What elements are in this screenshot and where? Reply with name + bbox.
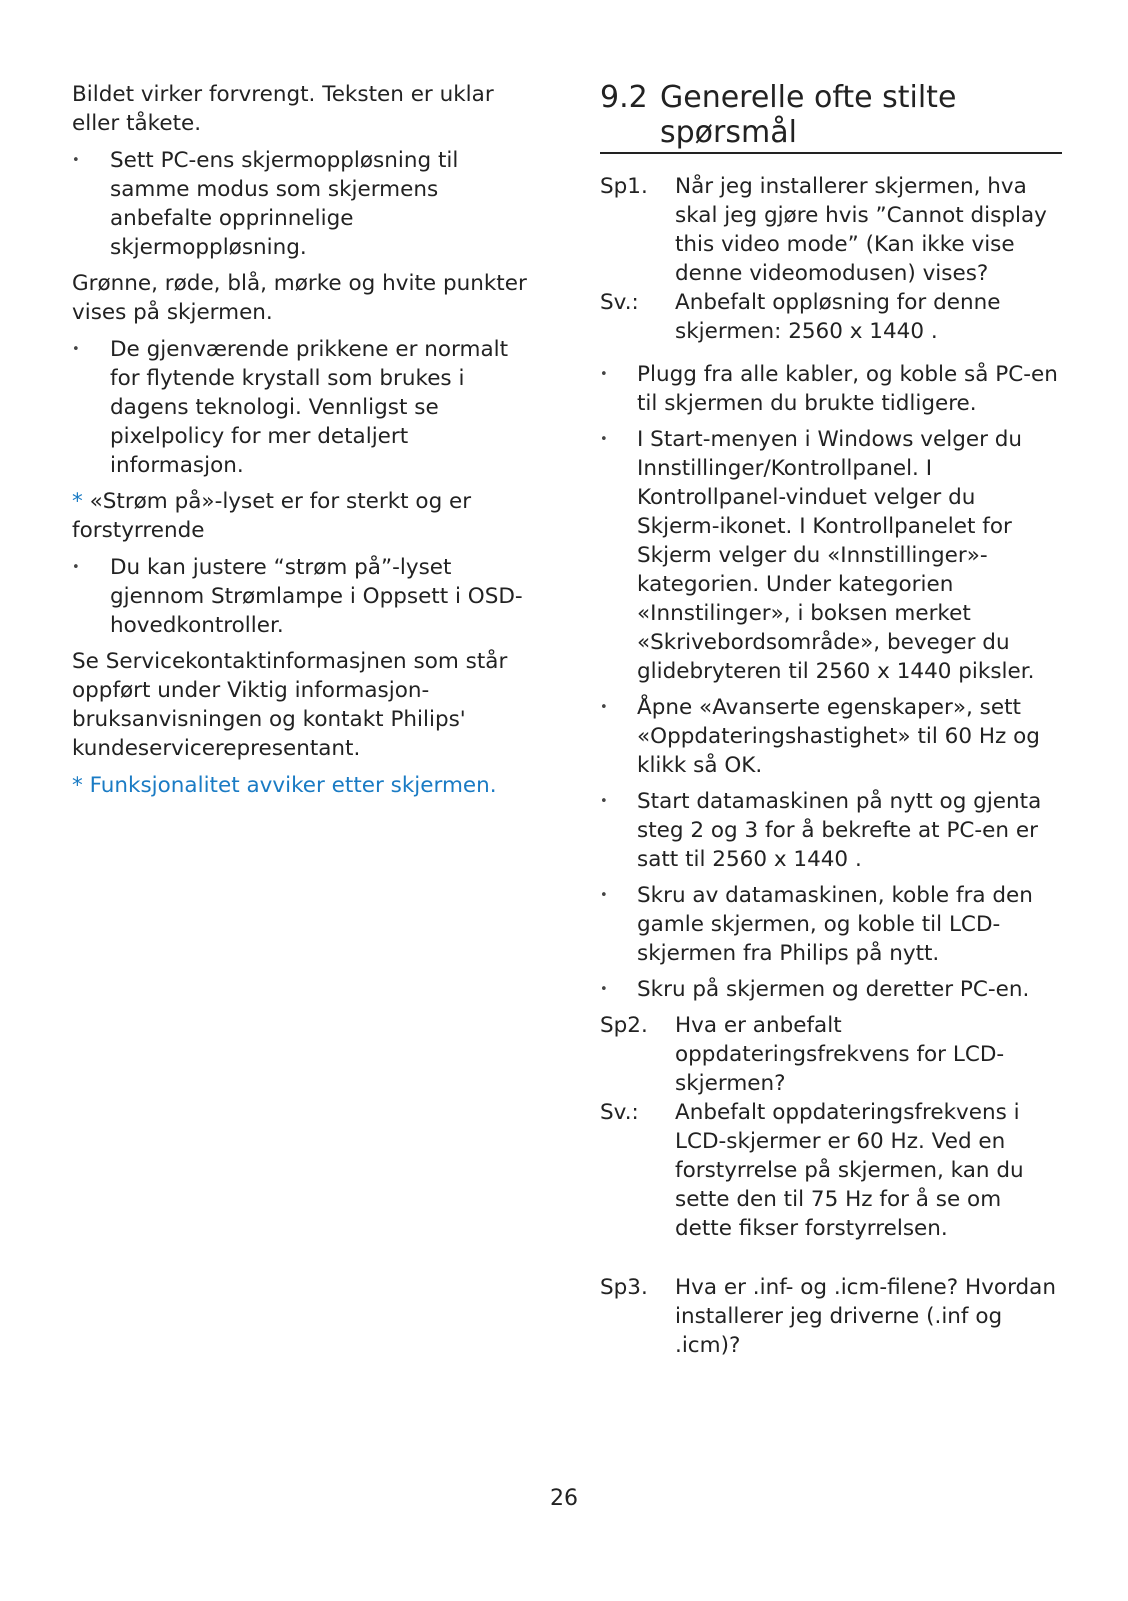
section-title: Generelle ofte stilte spørsmål	[660, 80, 957, 150]
answer-label: Sv.:	[600, 290, 639, 315]
list-item: • Skru av datamaskinen, koble fra den gamle skjermen, og koble til LCD-skjermen fra Philips på nytt.	[600, 881, 1062, 968]
answer-2	[600, 1098, 1062, 1243]
question-text: Hva er .inf- og .icm-filene? Hvordan installerer jeg driverne (.inf og .icm)?	[675, 1275, 1056, 1358]
question-1	[600, 172, 1062, 288]
issue-heading-power-light-text: «Strøm på»-lyset er for sterkt og er forstyrrende	[72, 489, 472, 543]
question-label: Sp2.	[600, 1013, 648, 1038]
page-number: 26	[550, 1486, 578, 1511]
question-3	[600, 1273, 1062, 1360]
left-column	[72, 80, 544, 808]
question-label: Sp3.	[600, 1275, 648, 1300]
answer-1-steps	[600, 360, 1062, 1004]
right-column	[600, 80, 1062, 1360]
functionality-note: * Funksjonalitet avviker etter skjermen.	[72, 773, 497, 798]
answer-text: Anbefalt oppdateringsfrekvens i LCD-skjermer er 60 Hz. Ved en forstyrrelse på skjermen, kan du sette den til 75 Hz for å se om dette fikser forstyrrelsen.	[675, 1100, 1024, 1241]
service-contact-text: Se Servicekontaktinformasjnen som står oppført under Viktig informasjon-bruksanvisningen og kontakt Philips' kundeservicerepresentant.	[72, 649, 508, 761]
question-text: Hva er anbefalt oppdateringsfrekvens for LCD-skjermen?	[675, 1013, 1005, 1096]
question-text: Når jeg installerer skjermen, hva skal jeg gjøre hvis ”Cannot display this video mode” (Kan ikke vise denne videomodusen) vises?	[675, 174, 1047, 286]
section-number: 9.2	[600, 80, 648, 115]
bullet-list-distorted	[72, 146, 544, 262]
issue-heading-distorted: Bildet virker forvrengt. Teksten er uklar eller tåkete.	[72, 82, 494, 136]
list-item: • I Start-menyen i Windows velger du Innstillinger/Kontrollpanel. I Kontrollpanel-vinduet velger du Skjerm-ikonet. I Kontrollpanelet for Skjerm velger du «Innstillinger»-kategorien. Under kategorien «Innstilinger», i boksen merket «Skrivebordsområde», beveger du glidebryteren til 2560 x 1440 piksler.	[600, 425, 1062, 686]
asterisk-mark: *	[72, 489, 83, 514]
issue-heading-power-light	[72, 487, 544, 545]
list-item: • De gjenværende prikkene er normalt for flytende krystall som brukes i dagens teknologi. Vennligst se pixelpolicy for mer detaljert informasjon.	[72, 335, 544, 480]
bullet-list-dots	[72, 335, 544, 480]
list-item: • Plugg fra alle kabler, og koble så PC-en til skjermen du brukte tidligere.	[600, 360, 1062, 418]
list-item: • Sett PC-ens skjermoppløsning til samme modus som skjermens anbefalte opprinnelige skjermoppløsning.	[72, 146, 544, 262]
question-label: Sp1.	[600, 174, 648, 199]
section-heading	[600, 80, 1062, 154]
list-item: • Du kan justere “strøm på”-lyset gjennom Strømlampe i Oppsett i OSD-hovedkontroller.	[72, 553, 544, 640]
answer-label: Sv.:	[600, 1100, 639, 1125]
list-item: • Start datamaskinen på nytt og gjenta steg 2 og 3 for å bekrefte at PC-en er satt til 2560 x 1440 .	[600, 787, 1062, 874]
issue-heading-dots: Grønne, røde, blå, mørke og hvite punkter vises på skjermen.	[72, 271, 527, 325]
list-item: • Åpne «Avanserte egenskaper», sett «Oppdateringshastighet» til 60 Hz og klikk så OK.	[600, 693, 1062, 780]
bullet-list-power-light	[72, 553, 544, 640]
answer-text: Anbefalt oppløsning for denne skjermen: 2560 x 1440 .	[675, 290, 1001, 344]
list-item: • Skru på skjermen og deretter PC-en.	[600, 975, 1062, 1004]
answer-1	[600, 288, 1062, 346]
question-2	[600, 1011, 1062, 1098]
